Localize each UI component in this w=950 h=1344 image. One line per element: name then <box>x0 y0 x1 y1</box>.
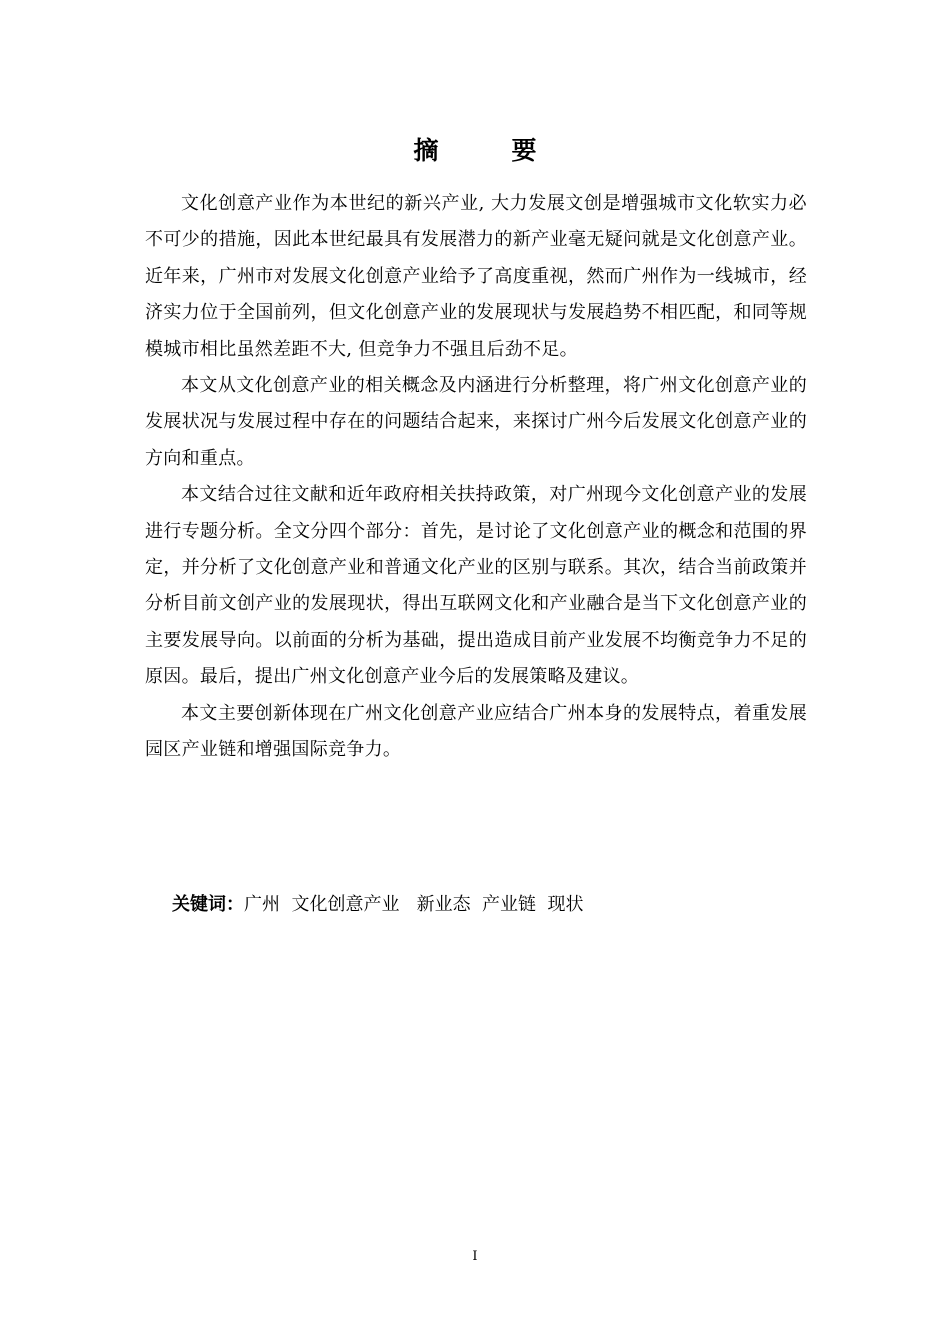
abstract-paragraph-1: 文化创意产业作为本世纪的新兴产业, 大力发展文创是增强城市文化软实力必不可少的措施，因此本世纪最具有发展潜力的新产业毫无疑问就是文化创意产业。近年来，广州市对发展文化创意产业给予了高度重视，然而广州作为一线城市，经济实力位于全国前列，但文化创意产业的发展现状与发展趋势不相匹配，和同等规模城市相比虽然差距不大, 但竞争力不强且后劲不足。 <box>145 193 807 360</box>
page-number: I <box>472 1249 478 1264</box>
keywords-value: 广州 文化创意产业 新业态 产业链 现状 <box>244 894 584 915</box>
abstract-paragraph-3: 本文结合过往文献和近年政府相关扶持政策，对广州现今文化创意产业的发展进行专题分析。全文分四个部分：首先，是讨论了文化创意产业的概念和范围的界定，并分析了文化创意产业和普通文化产业的区别与联系。其次，结合当前政策并分析目前文创产业的发展现状，得出互联网文化和产业融合是当下文化创意产业的主要发展导向。以前面的分析为基础，提出造成目前产业发展不均衡竞争力不足的原因。最后，提出广州文化创意产业今后的发展策略及建议。 <box>145 484 807 688</box>
abstract-body <box>145 186 807 769</box>
abstract-paragraph-4: 本文主要创新体现在广州文化创意产业应结合广州本身的发展特点，着重发展园区产业链和增强国际竞争力。 <box>145 702 807 761</box>
keywords-line <box>172 891 584 919</box>
abstract-paragraph-2: 本文从文化创意产业的相关概念及内涵进行分析整理，将广州文化创意产业的发展状况与发展过程中存在的问题结合起来，来探讨广州今后发展文化创意产业的方向和重点。 <box>145 375 807 469</box>
abstract-title: 摘 要 <box>413 136 561 165</box>
keywords-label: 关键词： <box>172 894 244 915</box>
